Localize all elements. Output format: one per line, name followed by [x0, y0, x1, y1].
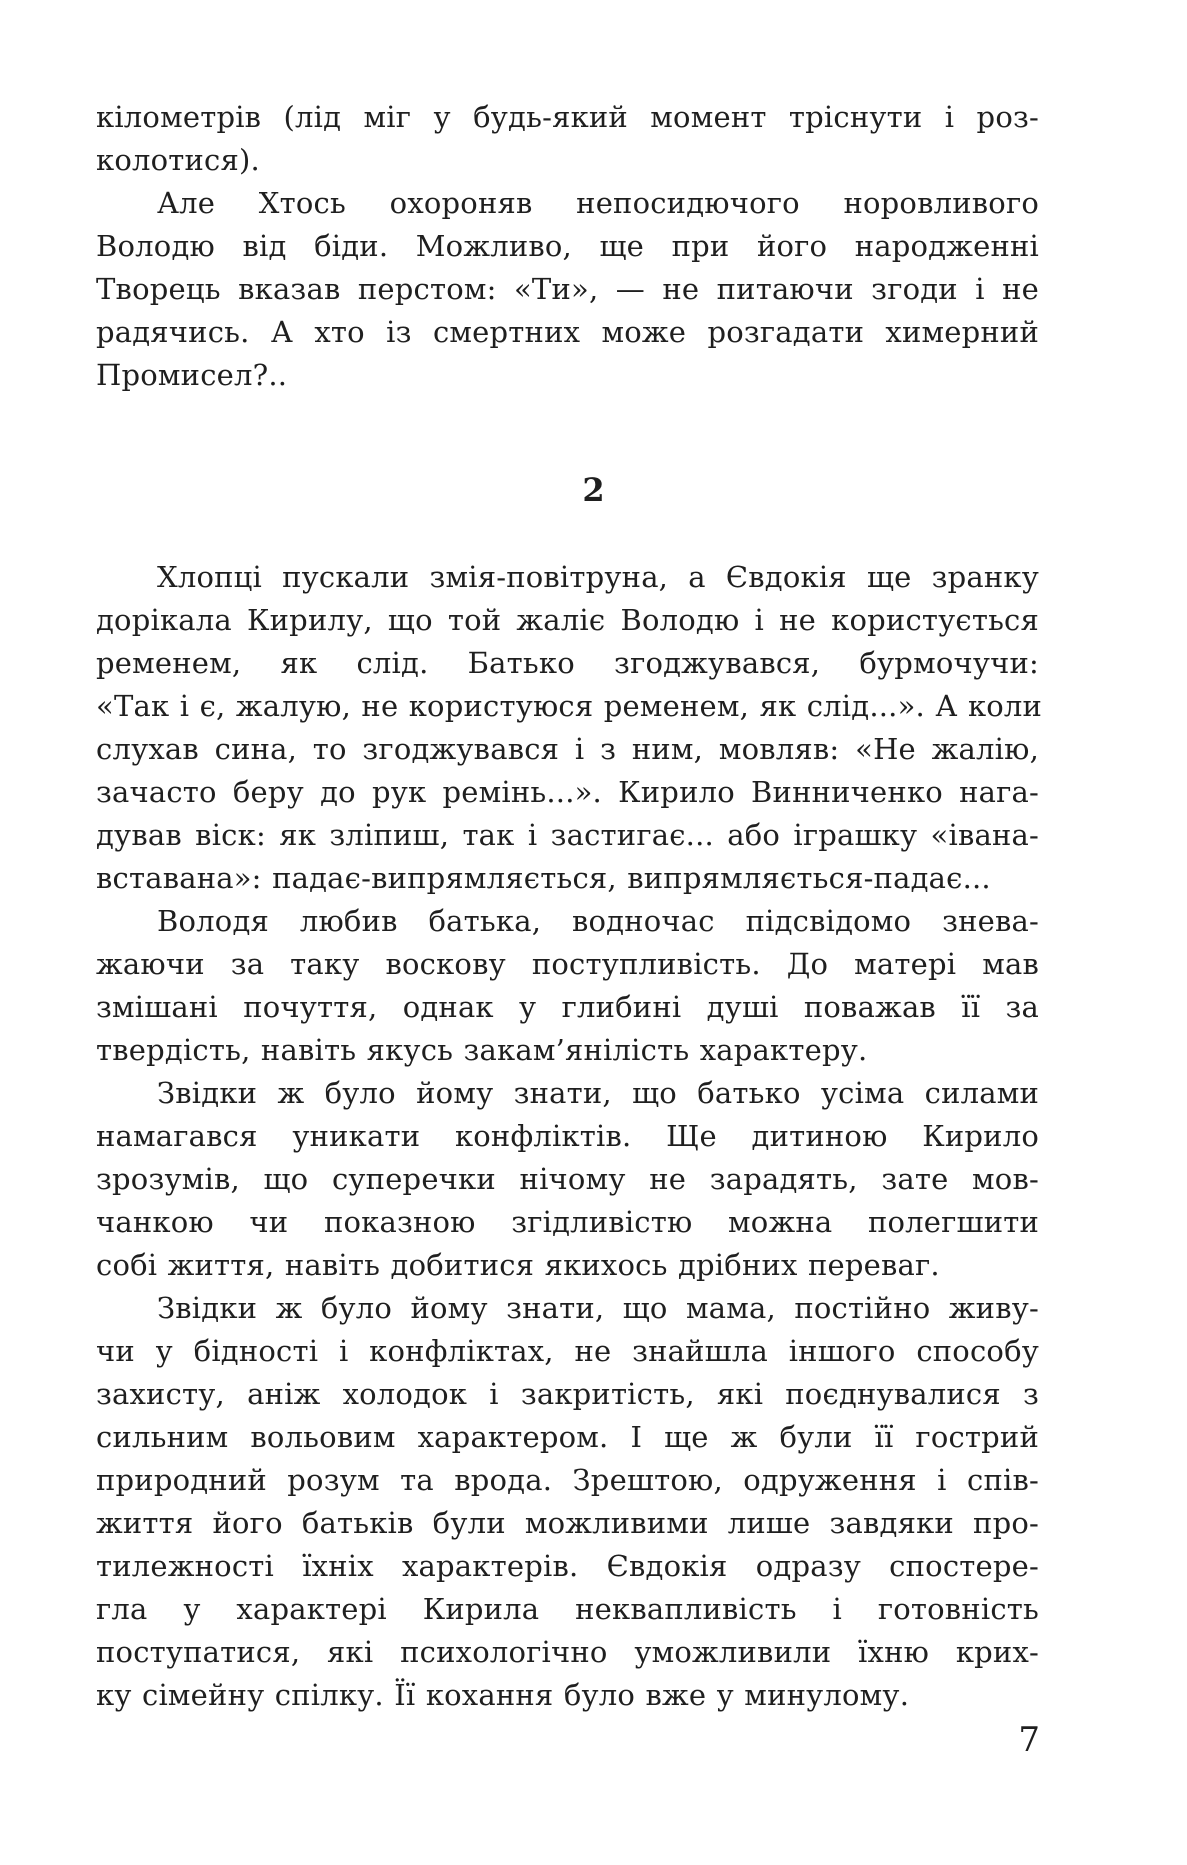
text-line: Творець вказав перстом: «Ти», — не питаючи згоди і не: [96, 272, 1039, 306]
text-line: гла у характері Кирила неквапливість і готовність: [96, 1592, 1039, 1626]
text-line: життя його батьків були можливими лише завдяки про-: [96, 1506, 1039, 1540]
text-line: тилежності їхніх характерів. Євдокія одразу спостере-: [96, 1549, 1039, 1583]
text-line: слухав сина, то згоджувався і з ним, мовляв: «Не жалію,: [96, 732, 1039, 766]
paragraph: [96, 900, 1039, 1072]
text-line: вставана»: падає-випрямляється, випрямляється-падає...: [96, 861, 991, 895]
chapter-number: 2: [582, 471, 605, 509]
continuation-paragraph: [96, 96, 1039, 182]
text-line: змішані почуття, однак у глибині душі поважав її за: [96, 990, 1039, 1024]
text-line: Звідки ж було йому знати, що батько усіма силами: [157, 1076, 1039, 1110]
text-line: чанкою чи показною згідливістю можна полегшити: [96, 1205, 1039, 1239]
paragraph: [96, 556, 1043, 900]
text-line: радячись. А хто із смертних може розгадати химерний: [96, 315, 1039, 349]
text-line: жаючи за таку воскову поступливість. До матері мав: [96, 947, 1039, 981]
paragraph: [96, 1072, 1039, 1287]
text-line: колотися).: [96, 143, 260, 177]
text-line: дував віск: як зліпиш, так і застигає... або іграшку «івана-: [96, 818, 1039, 852]
text-line: «Так і є, жалую, не користуюся ременем, як слід...». А коли: [96, 689, 1043, 723]
text-line: зачасто беру до рук ремінь...». Кирило Винниченко нага-: [96, 775, 1039, 809]
paragraph: [96, 182, 1039, 397]
page-number: 7: [1018, 1720, 1040, 1760]
text-line: кілометрів (лід міг у будь-який момент тріснути і роз-: [96, 100, 1039, 134]
text-line: поступатися, які психологічно уможливили їхню крих-: [96, 1635, 1039, 1669]
text-line: сильним вольовим характером. І ще ж були її гострий: [96, 1420, 1039, 1454]
paragraph: [96, 1287, 1039, 1717]
text-line: собі життя, навіть добитися якихось дрібних переваг.: [96, 1248, 940, 1282]
text-line: намагався уникати конфліктів. Ще дитиною Кирило: [96, 1119, 1039, 1153]
text-line: ременем, як слід. Батько згоджувався, бурмочучи:: [96, 646, 1039, 680]
text-line: зрозумів, що суперечки нічому не зарадять, зате мов-: [96, 1162, 1039, 1196]
text-line: твердість, навіть якусь закам’янілість характеру.: [96, 1033, 868, 1067]
text-line: захисту, аніж холодок і закритість, які поєднувалися з: [96, 1377, 1039, 1411]
text-line: чи у бідності і конфліктах, не знайшла іншого способу: [96, 1334, 1039, 1368]
text-line: ку сімейну спілку. Її кохання було вже у минулому.: [96, 1678, 910, 1712]
text-line: Але Хтось охороняв непосидючого норовливого: [157, 186, 1039, 220]
text-line: Промисел?..: [96, 358, 288, 392]
text-line: Володя любив батька, водночас підсвідомо знева-: [157, 904, 1039, 938]
text-line: Хлопці пускали змія-повітруна, а Євдокія ще зранку: [157, 560, 1039, 594]
text-line: Володю від біди. Можливо, ще при його народженні: [96, 229, 1039, 263]
text-line: природний розум та врода. Зрештою, одруження і спів-: [96, 1463, 1039, 1497]
text-line: Звідки ж було йому знати, що мама, постійно живу-: [157, 1291, 1039, 1325]
text-line: дорікала Кирилу, що той жаліє Володю і не користується: [96, 603, 1039, 637]
